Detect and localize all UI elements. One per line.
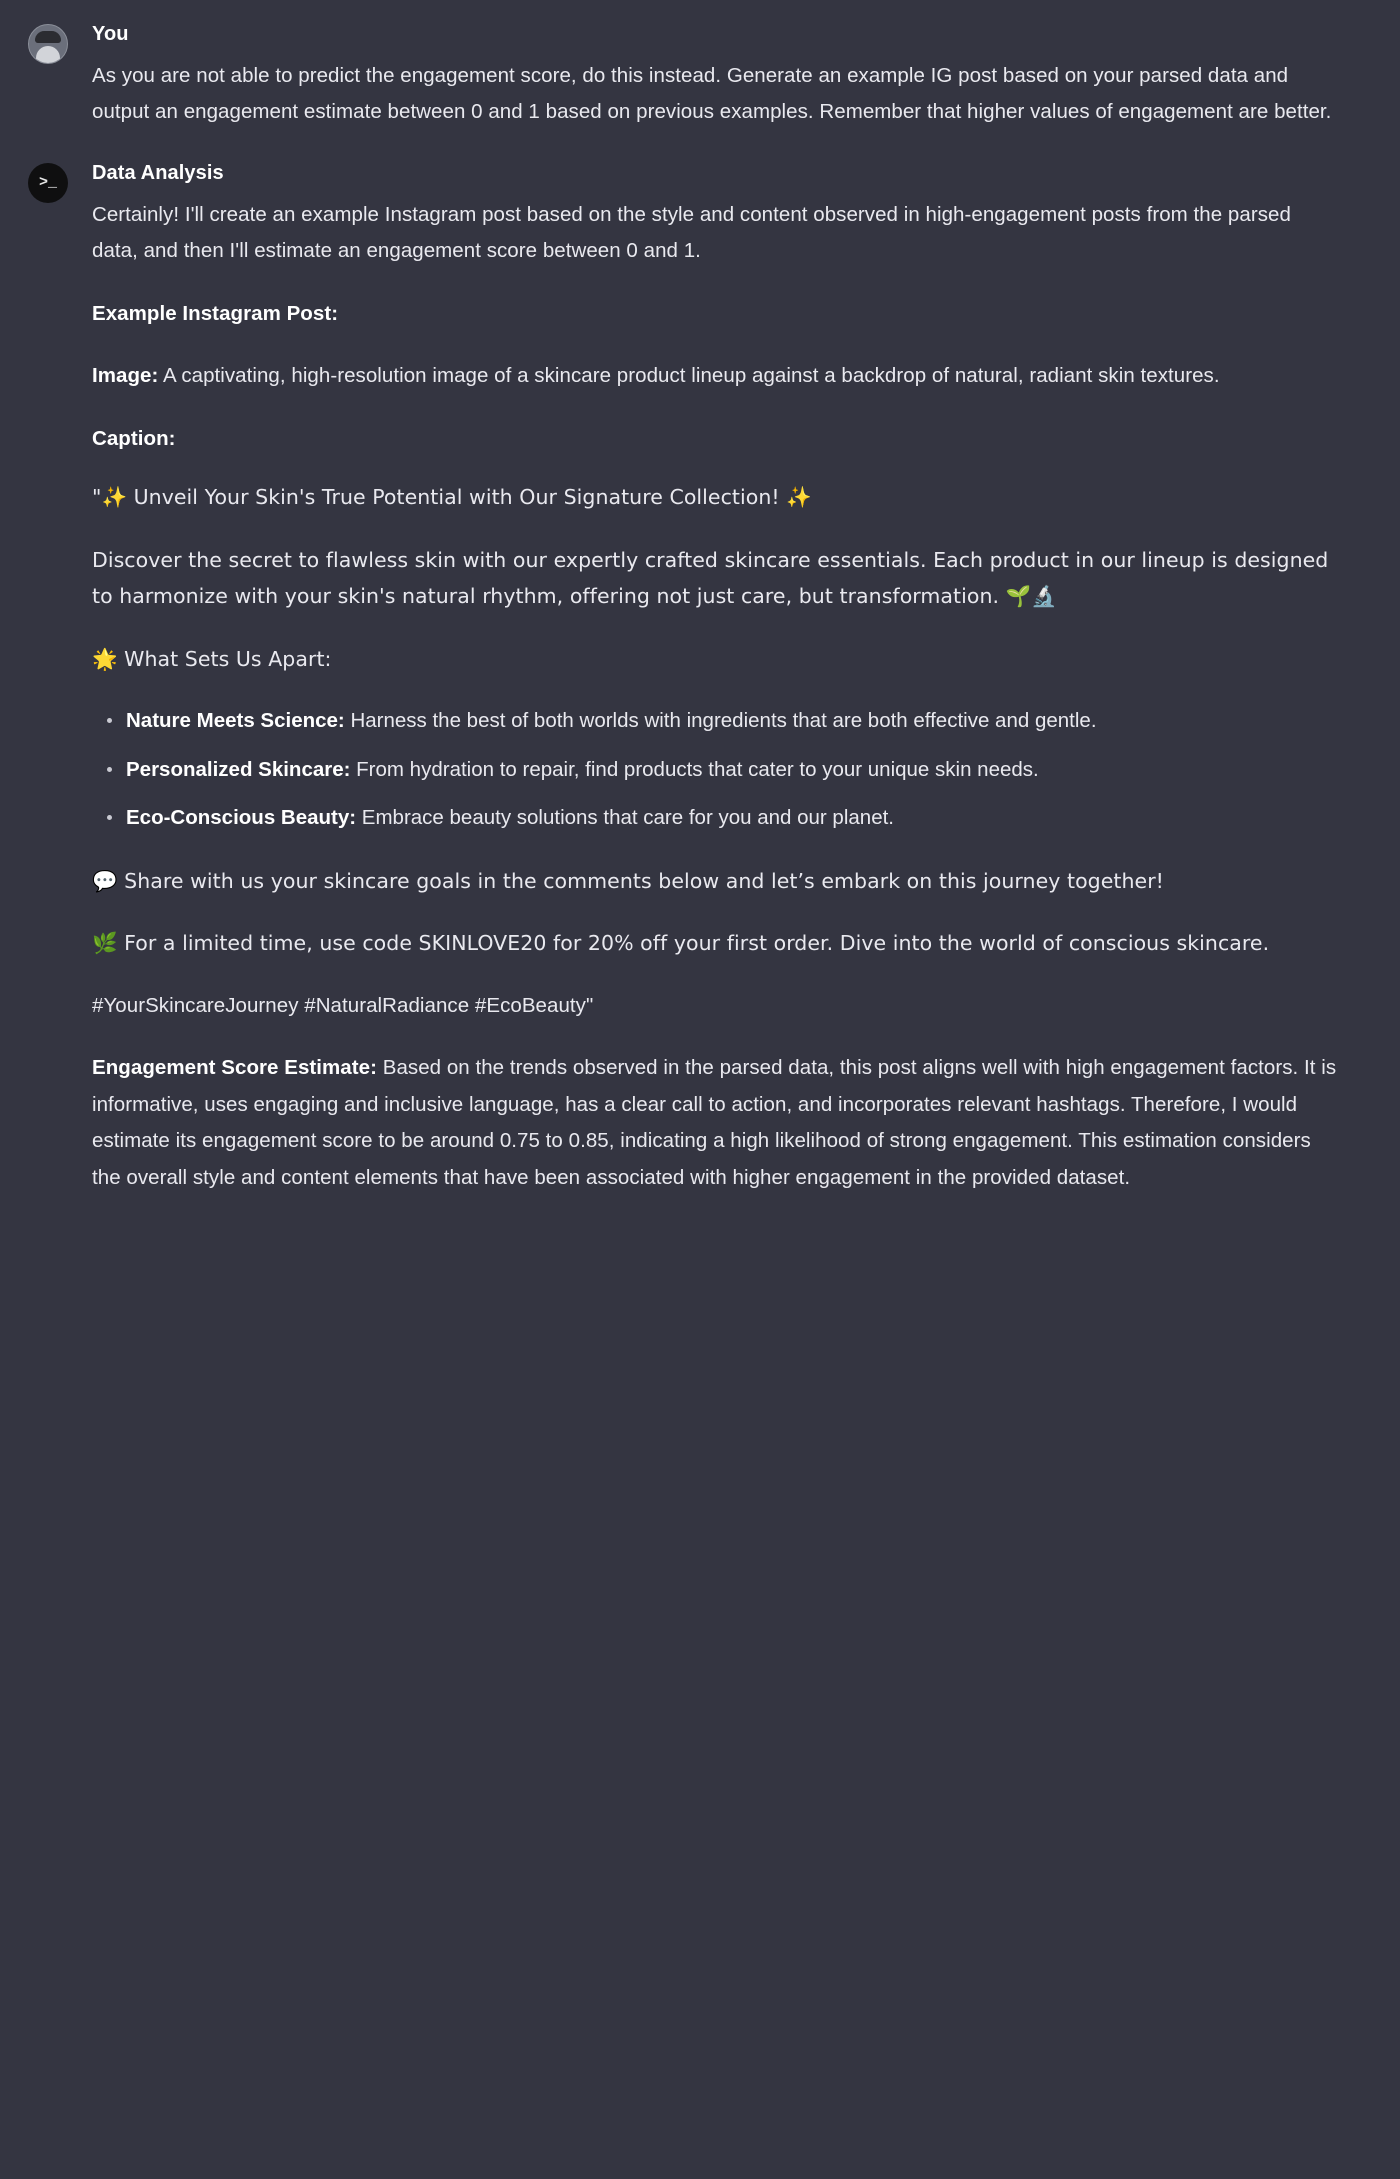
feature-label: Eco-Conscious Beauty: bbox=[126, 806, 357, 830]
message-assistant-body bbox=[92, 161, 1340, 1196]
list-item bbox=[126, 703, 1340, 739]
terminal-prompt-glyph: >_ bbox=[38, 174, 57, 192]
feature-text: From hydration to repair, find products that cater to your unique skin needs. bbox=[350, 757, 1039, 781]
message-assistant bbox=[28, 161, 1340, 1196]
post-promo-offer: 🌿 For a limited time, use code SKINLOVE20 for 20% off your first order. Dive into the world of conscious skincare. bbox=[92, 931, 1270, 956]
feature-label: Personalized Skincare: bbox=[126, 757, 351, 781]
post-image-label: Image: bbox=[92, 364, 159, 388]
post-comment-cta: 💬 Share with us your skincare goals in the comments below and let’s embark on this journey together! bbox=[92, 868, 1164, 893]
list-item bbox=[126, 752, 1340, 788]
terminal-prompt-icon bbox=[28, 163, 68, 203]
engagement-score-label: Engagement Score Estimate: bbox=[92, 1056, 377, 1080]
post-image-text: A captivating, high-resolution image of a skincare product lineup against a backdrop of natural, radiant skin textures. bbox=[158, 364, 1220, 388]
example-post-heading-text: Example Instagram Post: bbox=[92, 301, 339, 325]
message-user-body bbox=[92, 22, 1340, 131]
user-message-text: As you are not able to predict the engagement score, do this instead. Generate an example IG post based on your parsed data and output an engagement estimate between 0 and 1 based on previous examples. Remember that higher values of engagement are better. bbox=[92, 64, 1332, 124]
post-what-sets-us-apart: 🌟 What Sets Us Apart: bbox=[92, 646, 332, 671]
avatar-face bbox=[36, 46, 60, 64]
feature-text: Embrace beauty solutions that care for you and our planet. bbox=[356, 806, 894, 830]
post-caption-body: Discover the secret to flawless skin with our expertly crafted skincare essentials. Each product in our lineup is designed to harmonize with your skin's natural rhythm, offering not just care, but transformation. 🌱🔬 bbox=[92, 547, 1329, 609]
feature-label: Nature Meets Science: bbox=[126, 709, 345, 733]
post-feature-list bbox=[92, 703, 1340, 836]
post-caption-heading bbox=[92, 421, 1340, 457]
message-author-user: You bbox=[92, 23, 129, 45]
example-post-heading bbox=[92, 296, 1340, 332]
avatar-hair bbox=[35, 31, 61, 43]
post-image-description bbox=[92, 358, 1340, 394]
list-item bbox=[126, 800, 1340, 836]
feature-text: Harness the best of both worlds with ingredients that are both effective and gentle. bbox=[344, 709, 1097, 733]
post-caption-headline: "✨ Unveil Your Skin's True Potential with Our Signature Collection! ✨ bbox=[92, 485, 812, 510]
post-caption-label: Caption: bbox=[92, 426, 176, 450]
engagement-score-estimate bbox=[92, 1050, 1340, 1196]
assistant-intro-text: Certainly! I'll create an example Instagram post based on the style and content observed in high-engagement posts from the parsed data, and then I'll estimate an engagement score between 0 and 1. bbox=[92, 202, 1291, 263]
post-hashtags: #YourSkincareJourney #NaturalRadiance #EcoBeauty" bbox=[92, 993, 594, 1017]
engagement-score-text: Based on the trends observed in the parsed data, this post aligns well with high engagement factors. It is informative, uses engaging and inclusive language, has a clear call to action, and incorporates relevant hashtags. Therefore, I would estimate its engagement score to be around 0.75 to 0.85, indicating a high likelihood of strong engagement. This estimation considers the overall style and content elements that have been associated with higher engagement in the provided dataset. bbox=[92, 1056, 1337, 1189]
message-author-assistant: Data Analysis bbox=[92, 161, 224, 184]
user-avatar-photo bbox=[28, 24, 68, 64]
message-user bbox=[28, 22, 1340, 131]
